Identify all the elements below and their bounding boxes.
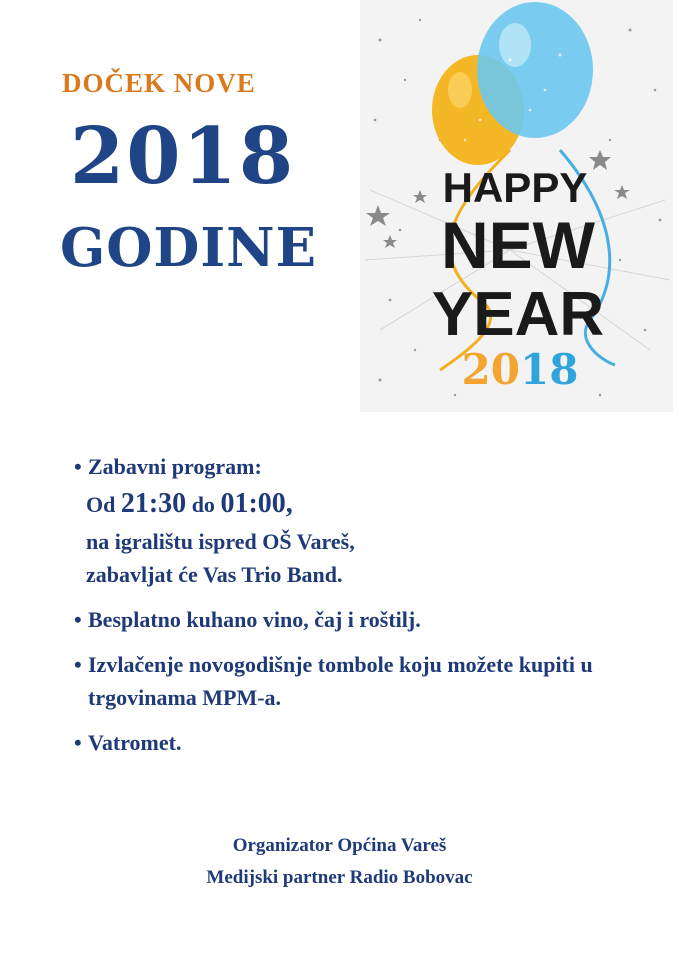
- time-end: 01:00: [220, 488, 286, 519]
- bullet-icon: •: [74, 730, 82, 755]
- program-item-title: Zabavni program:: [88, 454, 262, 479]
- happy-new-year-graphic: [360, 0, 673, 412]
- hny-new: NEW: [441, 208, 595, 282]
- program-item-fireworks: [74, 726, 634, 759]
- bullet-icon: •: [74, 652, 82, 677]
- program-band: zabavljat će Vas Trio Band.: [86, 562, 343, 587]
- hny-year-num-blue: 18: [520, 345, 579, 394]
- bullet-icon: •: [74, 454, 82, 479]
- event-title-godine: GODINE: [60, 217, 318, 279]
- program-item-entertainment: [74, 450, 634, 591]
- hny-happy: HAPPY: [442, 164, 588, 211]
- hny-year: YEAR: [431, 280, 605, 349]
- program-item-text: Izvlačenje novogodišnje tombole koju možete kupiti u: [88, 652, 593, 677]
- program-location: na igralištu ispred OŠ Vareš,: [86, 529, 355, 554]
- program-list: [74, 450, 634, 771]
- time-comma: ,: [285, 488, 293, 519]
- media-partner-line: Medijski partner Radio Bobovac: [206, 867, 473, 889]
- footer: [0, 830, 679, 895]
- program-item-tombola: [74, 648, 634, 714]
- program-item-text-cont: trgovinama MPM-a.: [88, 685, 282, 710]
- program-item-text: Vatromet.: [88, 730, 182, 755]
- time-prefix: Od: [86, 492, 121, 517]
- program-item-food: [74, 603, 634, 636]
- event-year: 2018: [70, 111, 296, 202]
- program-item-text: Besplatno kuhano vino, čaj i roštilj.: [88, 607, 421, 632]
- organizer-line: Organizator Općina Vareš: [232, 835, 447, 856]
- blue-balloon: [477, 2, 593, 138]
- time-mid: do: [186, 492, 221, 517]
- bullet-icon: •: [74, 607, 82, 632]
- event-title-top: DOČEK NOVE: [62, 68, 256, 98]
- time-start: 21:30: [120, 488, 187, 519]
- program-time: [86, 483, 634, 525]
- hny-year-num-orange: 20: [461, 345, 520, 394]
